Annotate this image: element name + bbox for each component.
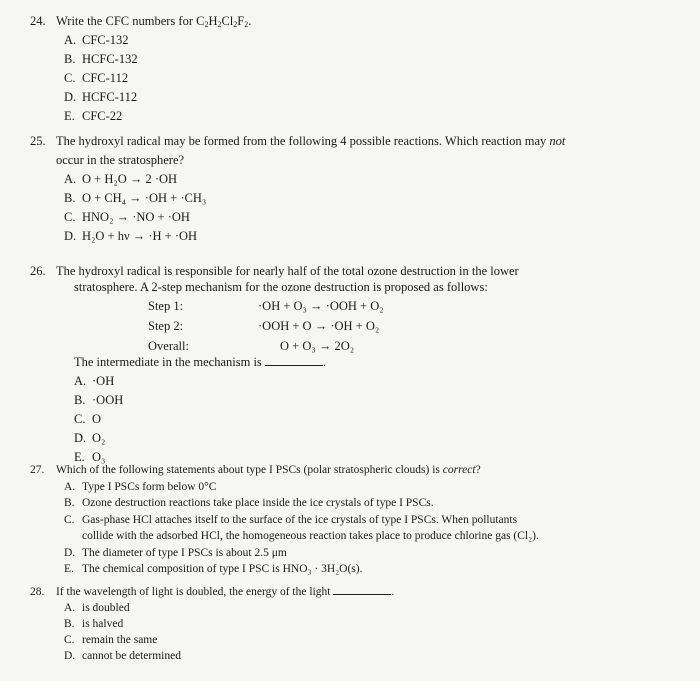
option-d[interactable]: D. HCFC-112 xyxy=(64,90,138,104)
question-28: 28. If the wavelength of light is doubled, the energy of the light . A. is doubled B. is halved C. remain the same D. cannot be determined xyxy=(30,582,394,664)
option-d[interactable]: D. The diameter of type I PSCs is about 2.5 μm xyxy=(64,546,287,559)
question-stem: The hydroxyl radical is responsible for nearly half of the total ozone destruction in the lower xyxy=(56,264,519,278)
question-stem-cont: occur in the stratosphere? xyxy=(56,153,185,167)
option-d[interactable]: D. cannot be determined xyxy=(64,650,181,662)
answer-options xyxy=(30,479,690,578)
option-c[interactable]: C. Gas-phase HCl attaches itself to the surface of the ice crystals of type I PSCs. When pollutants xyxy=(64,513,518,526)
question-number: 27. xyxy=(30,464,45,476)
question-stem: The hydroxyl radical may be formed from the following 4 possible reactions. Which reaction may not xyxy=(56,134,566,148)
option-c[interactable]: C. O xyxy=(74,412,102,426)
option-a[interactable]: A. is doubled xyxy=(64,602,130,614)
option-b[interactable]: B. ·OOH xyxy=(74,393,124,407)
answer-options xyxy=(40,372,680,467)
option-a[interactable]: A. O + H₂O → 2 ·OH xyxy=(64,172,178,186)
question-stem-cont: stratosphere. A 2-step mechanism for the ozone destruction is proposed as follows: xyxy=(74,280,488,294)
question-number: 25. xyxy=(30,134,46,148)
option-a[interactable]: A. Type I PSCs form below 0°C xyxy=(64,480,217,493)
option-e[interactable]: E. The chemical composition of type I PSC is HNO₃ · 3H₂O(s). xyxy=(64,563,363,575)
question-number: 28. xyxy=(30,586,45,598)
option-b[interactable]: B. Ozone destruction reactions take place inside the ice crystals of type I PSCs. xyxy=(64,497,434,509)
option-c[interactable]: C. HNO₂ → ·NO + ·OH xyxy=(64,210,190,224)
question-25 xyxy=(30,132,670,246)
question-27 xyxy=(30,462,690,578)
mechanism-overall: Overall: O + O₃ → 2O₂ xyxy=(148,339,355,353)
option-e[interactable]: E. CFC-22 xyxy=(64,109,123,123)
option-c[interactable]: C. CFC-112 xyxy=(64,71,129,85)
question-stem: Which of the following statements about type I PSCs (polar stratospheric clouds) is correct? xyxy=(56,464,481,476)
option-c-cont: collide with the adsorbed HCl, the homogeneous reaction takes place to produce chlorine gas (Cl₂). xyxy=(82,530,539,542)
option-e[interactable]: E. O₃ xyxy=(74,450,106,464)
mechanism-step-1: Step 1: ·OH + O₃ → ·OOH + O₂ xyxy=(148,299,384,313)
intermediate-prompt: The intermediate in the mechanism is . xyxy=(74,355,327,369)
mechanism-block xyxy=(148,297,680,355)
option-b[interactable]: B. O + CH₄ → ·OH + ·CH₃ xyxy=(64,191,207,205)
option-d[interactable]: D. O₂ xyxy=(74,431,106,445)
mechanism-step-2: Step 2: ·OOH + O → ·OH + O₂ xyxy=(148,319,380,333)
question-stem: Write the CFC numbers for $C_2H_2Cl_2F_2$. xyxy=(56,14,252,29)
option-d[interactable]: D. H₂O + hν → ·H + ·OH xyxy=(64,229,198,243)
question-stem: If the wavelength of light is doubled, the energy of the light xyxy=(56,586,331,598)
question-26 xyxy=(30,262,680,467)
question-number: 24. xyxy=(30,14,46,28)
answer-blank[interactable] xyxy=(333,582,391,595)
option-c[interactable]: C. remain the same xyxy=(64,634,158,646)
answer-options xyxy=(30,31,251,126)
option-a[interactable]: A. ·OH xyxy=(74,374,115,388)
question-number: 26. xyxy=(30,264,46,278)
question-24 xyxy=(30,12,251,126)
option-b[interactable]: B. is halved xyxy=(64,618,124,630)
answer-options xyxy=(30,600,394,664)
option-b[interactable]: B. HCFC-132 xyxy=(64,52,138,66)
answer-options xyxy=(30,170,670,246)
option-a[interactable]: A. CFC-132 xyxy=(64,33,129,47)
